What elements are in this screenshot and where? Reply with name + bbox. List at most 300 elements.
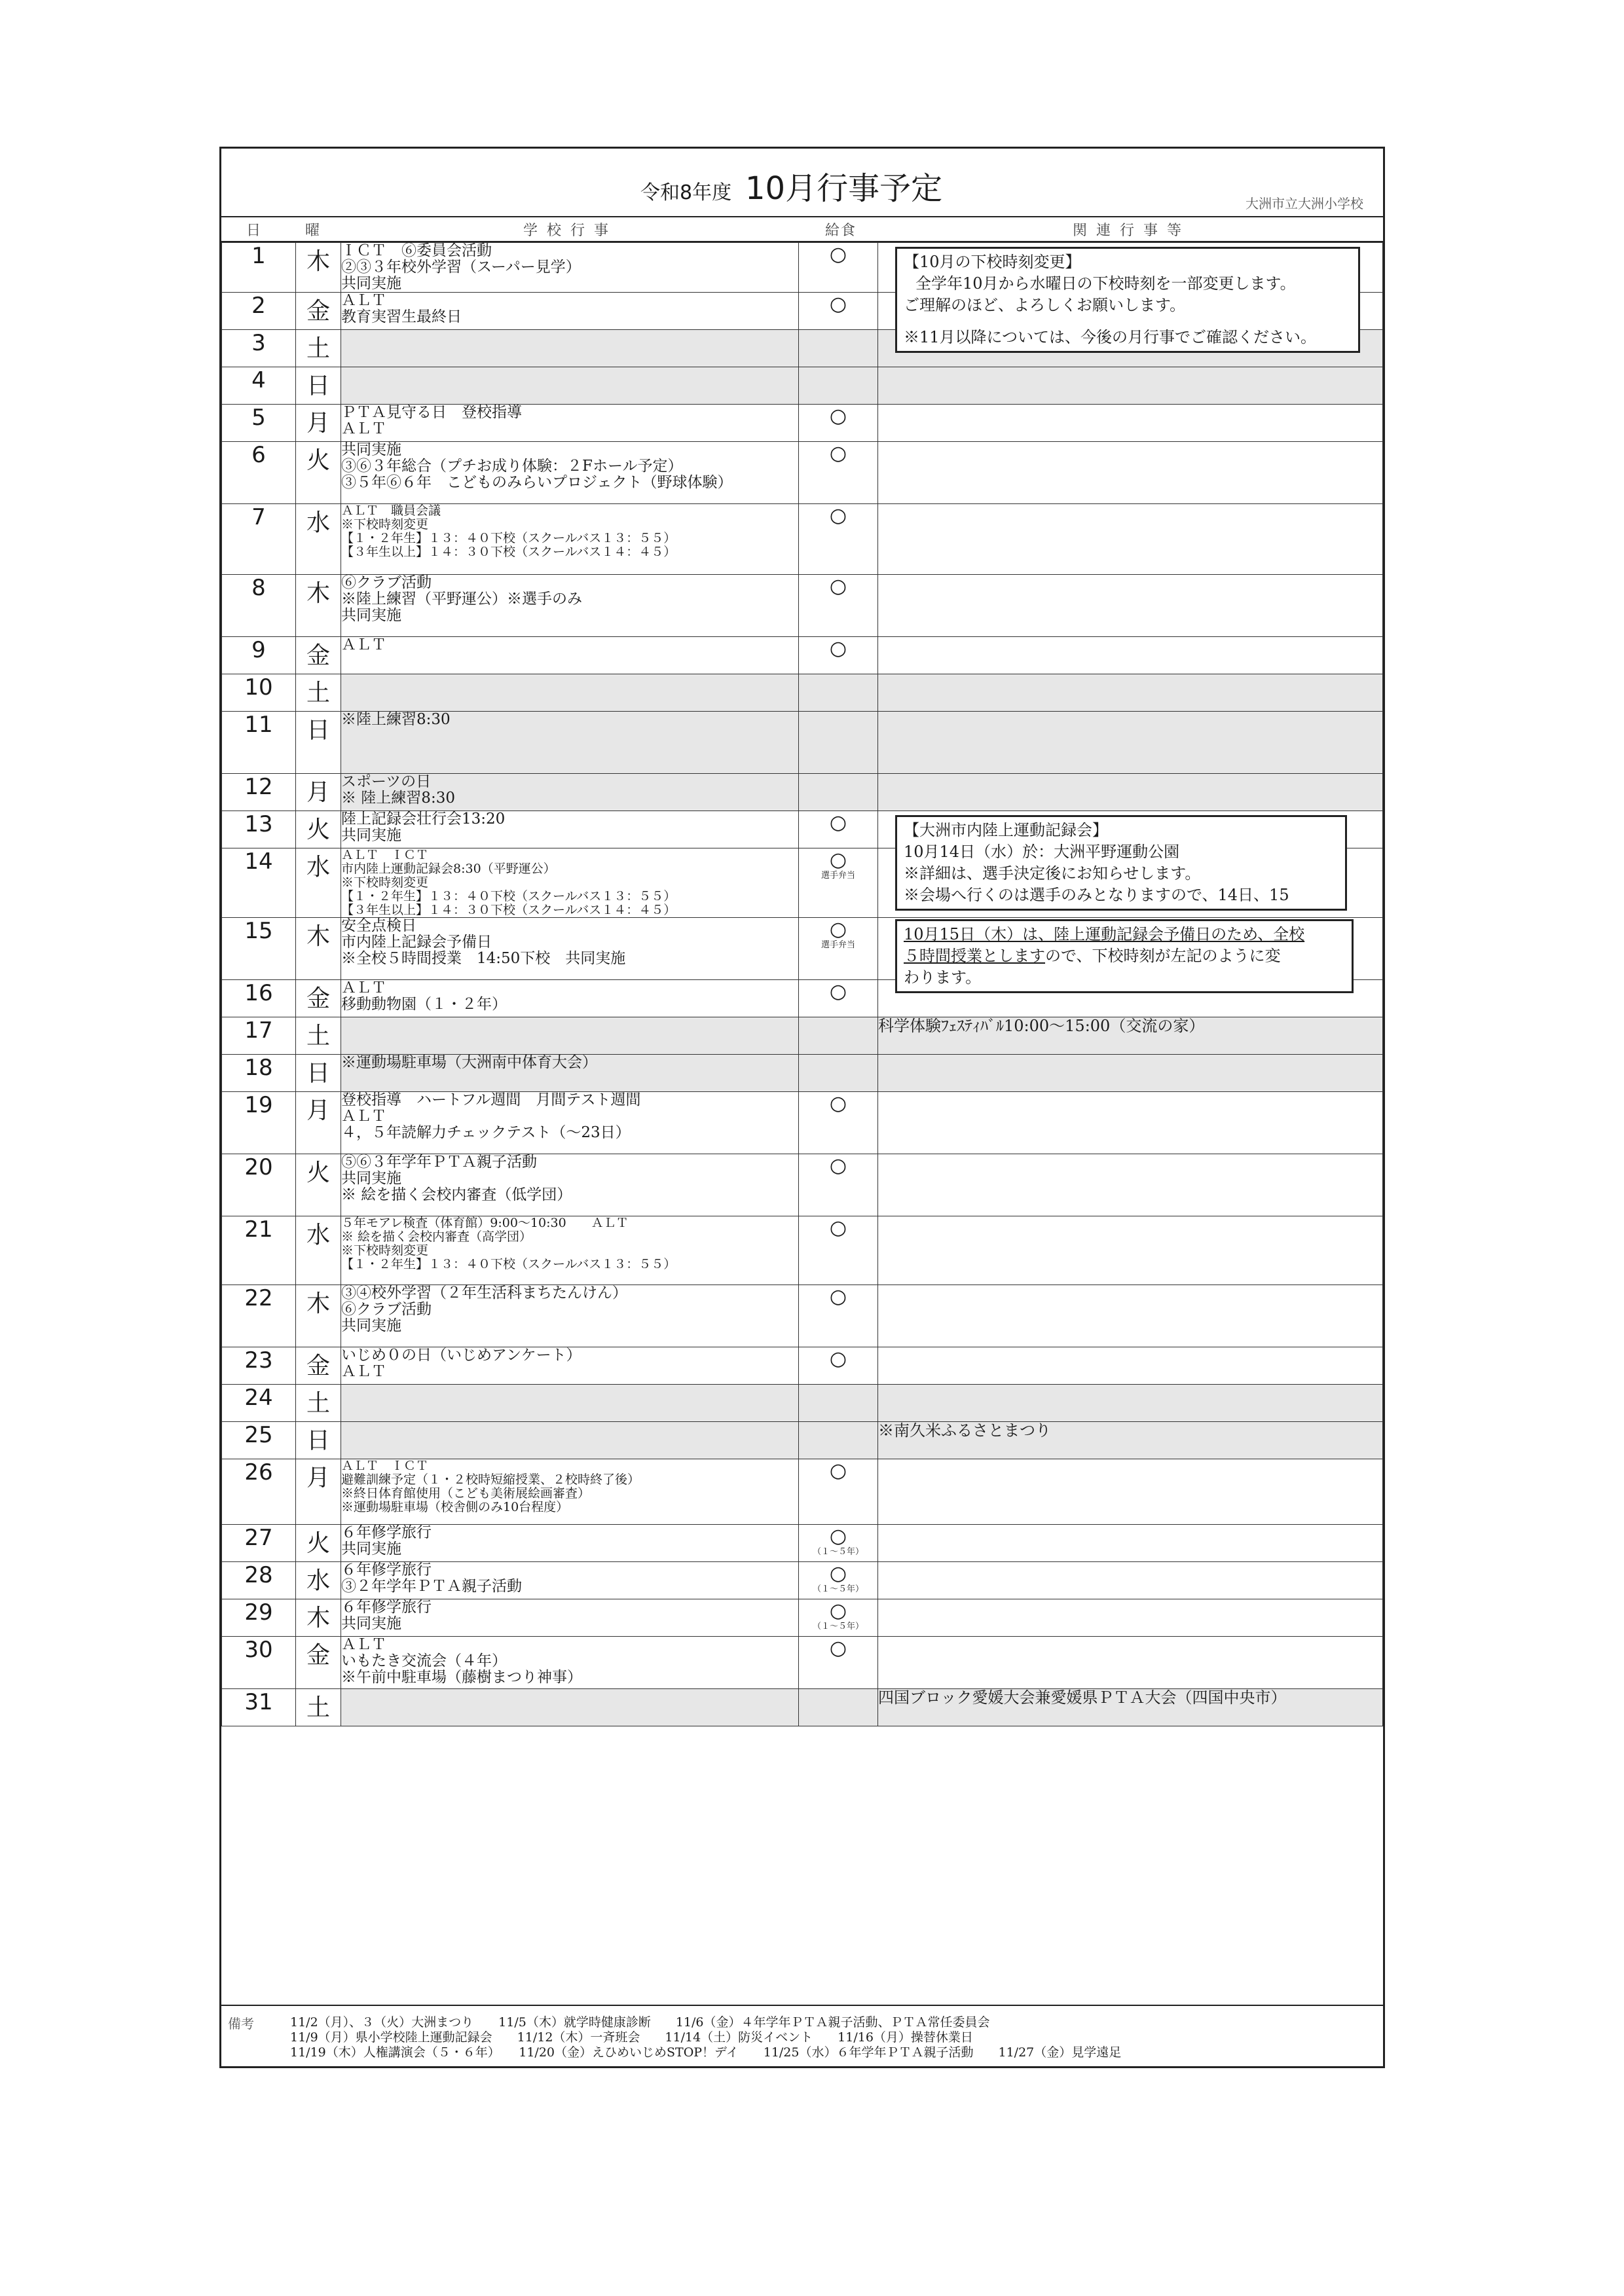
- lunch-mark: ○: [829, 405, 847, 428]
- weekday: 月: [296, 405, 341, 442]
- lunch-cell: [799, 637, 878, 674]
- calendar-table: [221, 242, 1383, 1726]
- day-row: [222, 637, 1383, 674]
- related-events: [878, 1599, 1383, 1637]
- event-line: ＡＬＴ ＩＣＴ: [341, 1459, 429, 1473]
- day-row: [222, 1285, 1383, 1347]
- day-row: [222, 405, 1383, 442]
- lunch-cell: [799, 243, 878, 293]
- event-line: ※全校５時間授業 14:50下校 共同実施: [341, 950, 626, 967]
- event-line: ＡＬＴ: [341, 420, 386, 437]
- footer-line: 11/9（月）県小学校陸上運動記録会 11/12（木）一斉班会 11/14（土）防災イベント 11/16（月）操替休業日: [290, 2030, 973, 2045]
- school-events: [341, 712, 799, 774]
- lunch-cell: [799, 1637, 878, 1689]
- lunch-cell: [799, 1154, 878, 1216]
- event-line: ※下校時刻変更: [341, 875, 429, 890]
- day-row: [222, 575, 1383, 637]
- day-number: 25: [222, 1422, 296, 1459]
- event-line: ＰＴＡ見守る日 登校指導: [341, 404, 522, 421]
- related-events: [878, 1092, 1383, 1154]
- day-number: 31: [222, 1689, 296, 1726]
- lunch-mark: ○: [829, 442, 847, 465]
- lunch-cell: [799, 1562, 878, 1599]
- notice-title: 【10月の下校時刻変更】: [904, 253, 1081, 271]
- footer-notes: [221, 2005, 1383, 2070]
- lunch-cell: [799, 1599, 878, 1637]
- day-number: 27: [222, 1525, 296, 1562]
- lunch-cell: [799, 918, 878, 980]
- weekday: 木: [296, 1285, 341, 1347]
- day-row: [222, 1385, 1383, 1422]
- weekday: 月: [296, 1459, 341, 1525]
- notice-oct15: [895, 919, 1354, 993]
- event-line: ⑤⑥３年学年ＰＴＡ親子活動: [341, 1154, 537, 1171]
- school-events: [341, 1347, 799, 1385]
- school-events: [341, 1459, 799, 1525]
- lunch-cell: [799, 442, 878, 504]
- lunch-mark: ○: [829, 848, 847, 871]
- lunch-cell: [799, 674, 878, 712]
- related-events: [878, 637, 1383, 674]
- day-row: [222, 674, 1383, 712]
- school-name: 大洲市立大洲小学校: [1246, 196, 1363, 211]
- notice-track-meet: [895, 815, 1347, 911]
- event-line: ※運動場駐車場（大洲南中体育大会）: [341, 1054, 597, 1071]
- lunch-cell: [799, 811, 878, 848]
- school-events: [341, 1154, 799, 1216]
- weekday: 土: [296, 1689, 341, 1726]
- weekday: 水: [296, 1216, 341, 1285]
- weekday: 水: [296, 504, 341, 575]
- lunch-note: 選手弁当: [821, 871, 855, 881]
- notice-line: 全学年10月から水曜日の下校時刻を一部変更します。: [915, 274, 1296, 293]
- related-events: [878, 1637, 1383, 1689]
- event-line: ※陸上練習（平野運公）※選手のみ: [341, 591, 582, 608]
- weekday: 日: [296, 712, 341, 774]
- lunch-mark: ○: [829, 1154, 847, 1177]
- event-line: 移動動物園（１・２年）: [341, 996, 507, 1013]
- lunch-mark: ○: [829, 1285, 847, 1308]
- event-line: ＡＬＴ: [341, 636, 386, 653]
- notice-line: ※会場へ行くのは選手のみとなりますので、14日、15: [904, 886, 1289, 904]
- weekday: 日: [296, 1422, 341, 1459]
- day-row: [222, 1637, 1383, 1689]
- weekday: 木: [296, 918, 341, 980]
- weekday: 木: [296, 1599, 341, 1637]
- day-row: [222, 1216, 1383, 1285]
- related-events: [878, 1285, 1383, 1347]
- lunch-mark: ○: [829, 243, 847, 266]
- lunch-mark: ○: [829, 1347, 847, 1370]
- event-line: ＡＬＴ: [341, 1363, 386, 1380]
- column-header-row: [221, 217, 1383, 242]
- school-events: [341, 1562, 799, 1599]
- lunch-cell: [799, 1055, 878, 1092]
- event-line: ※ 絵を描く会校内審査（低学団）: [341, 1186, 572, 1203]
- weekday: 月: [296, 774, 341, 811]
- day-number: 9: [222, 637, 296, 674]
- lunch-cell: [799, 1347, 878, 1385]
- day-number: 5: [222, 405, 296, 442]
- day-row: [222, 1599, 1383, 1637]
- day-row: [222, 1055, 1383, 1092]
- day-row: [222, 367, 1383, 405]
- event-line: 【３年生以上】１４：３０下校（スクールバス１４：４５）: [341, 903, 676, 917]
- related-events: [878, 1525, 1383, 1562]
- lunch-cell: [799, 1525, 878, 1562]
- lunch-cell: [799, 293, 878, 330]
- lunch-cell: [799, 774, 878, 811]
- weekday: 土: [296, 330, 341, 367]
- weekday: 金: [296, 980, 341, 1017]
- school-events: [341, 674, 799, 712]
- lunch-cell: [799, 1285, 878, 1347]
- event-line: ６年修学旅行: [341, 1524, 432, 1541]
- day-number: 22: [222, 1285, 296, 1347]
- event-line: ＡＬＴ: [341, 979, 386, 996]
- event-line: 登校指導 ハートフル週間 月間テスト週間: [341, 1091, 641, 1108]
- related-events: [878, 1216, 1383, 1285]
- day-row: [222, 1154, 1383, 1216]
- event-line: 共同実施: [341, 1615, 401, 1632]
- day-row: [222, 1525, 1383, 1562]
- day-number: 7: [222, 504, 296, 575]
- related-events: [878, 1562, 1383, 1599]
- event-line: 避難訓練予定（１・２校時短縮授業、２校時終了後）: [341, 1472, 640, 1487]
- event-line: 市内陸上運動記録会8:30（平野運公）: [341, 862, 556, 876]
- weekday: 木: [296, 243, 341, 293]
- day-number: 13: [222, 811, 296, 848]
- notice-underlined: 10月15日（木）は、陸上運動記録会予備日のため、全校: [904, 925, 1305, 943]
- event-line: 市内陸上記録会予備日: [341, 934, 492, 951]
- weekday: 水: [296, 848, 341, 918]
- footer-line: 11/2（月）、３（火）大洲まつり 11/5（木）就学時健康診断 11/6（金）４年学年ＰＴＡ親子活動、ＰＴＡ常任委員会: [290, 2015, 990, 2030]
- weekday: 月: [296, 1092, 341, 1154]
- event-line: ６年修学旅行: [341, 1599, 432, 1616]
- day-number: 17: [222, 1017, 296, 1055]
- lunch-cell: [799, 1092, 878, 1154]
- school-events: [341, 1599, 799, 1637]
- lunch-cell: [799, 504, 878, 575]
- school-events: [341, 575, 799, 637]
- day-number: 29: [222, 1599, 296, 1637]
- related-events: [878, 1689, 1383, 1726]
- lunch-cell: [799, 1017, 878, 1055]
- day-number: 8: [222, 575, 296, 637]
- related-events: [878, 504, 1383, 575]
- event-line: ＩＣＴ ⑥委員会活動: [341, 242, 492, 259]
- notice-line: [904, 316, 1352, 327]
- event-line: ＡＬＴ: [341, 1636, 386, 1653]
- event-line: 【１・２年生】１３：４０下校（スクールバス１３：５５）: [341, 1257, 676, 1271]
- event-line: いもたき交流会（４年）: [341, 1652, 507, 1669]
- school-events: [341, 980, 799, 1017]
- school-events: [341, 811, 799, 848]
- event-line: ※終日体育館使用（こども美術展絵画審査）: [341, 1486, 591, 1501]
- related-science-festival: 科学体験ﾌｪｽﾃｨﾊﾞﾙ10:00〜15:00（交流の家）: [878, 1017, 1205, 1035]
- related-events: [878, 367, 1383, 405]
- event-line: ③④校外学習（２年生活科まちたんけん）: [341, 1285, 627, 1302]
- lunch-cell: [799, 405, 878, 442]
- lunch-cell: [799, 1422, 878, 1459]
- school-events: [341, 1422, 799, 1459]
- event-line: 【３年生以上】１４：３０下校（スクールバス１４：４５）: [341, 545, 676, 559]
- school-events: [341, 1689, 799, 1726]
- event-line: ※陸上練習8:30: [341, 711, 451, 728]
- event-line: 共同実施: [341, 607, 401, 624]
- school-events: [341, 1637, 799, 1689]
- day-row: [222, 1092, 1383, 1154]
- day-number: 1: [222, 243, 296, 293]
- lunch-mark: ○: [829, 1216, 847, 1239]
- notice-line: [904, 945, 1345, 967]
- related-events: [878, 243, 1383, 346]
- weekday: 火: [296, 1154, 341, 1216]
- lunch-note: （１〜５年）: [812, 1547, 864, 1557]
- weekday: 金: [296, 1347, 341, 1385]
- weekday: 木: [296, 575, 341, 637]
- notice-line: ※詳細は、選手決定後にお知らせします。: [904, 864, 1201, 883]
- school-events: [341, 1385, 799, 1422]
- day-number: 28: [222, 1562, 296, 1599]
- fiscal-year: 令和8年度: [640, 181, 732, 204]
- event-line: ⑥クラブ活動: [341, 574, 432, 591]
- notice-title: 【大洲市内陸上運動記録会】: [904, 821, 1108, 839]
- related-events: [878, 1017, 1383, 1055]
- day-number: 6: [222, 442, 296, 504]
- lunch-mark: ○: [829, 980, 847, 1003]
- lunch-mark: ○: [829, 1637, 847, 1660]
- day-row: [222, 1422, 1383, 1459]
- school-events: [341, 637, 799, 674]
- school-events: [341, 1285, 799, 1347]
- related-events: [878, 811, 1383, 904]
- weekday: 金: [296, 637, 341, 674]
- lunch-cell: [799, 712, 878, 774]
- school-events: [341, 405, 799, 442]
- day-number: 15: [222, 918, 296, 980]
- school-events: [341, 1017, 799, 1055]
- weekday: 火: [296, 811, 341, 848]
- related-events: [878, 918, 1383, 987]
- event-line: ＡＬＴ: [341, 292, 386, 309]
- day-row: [222, 811, 1383, 848]
- weekday: 日: [296, 1055, 341, 1092]
- col-header-weekday: 曜: [304, 222, 329, 239]
- event-line: ※下校時刻変更: [341, 517, 429, 532]
- related-events: [878, 1154, 1383, 1216]
- lunch-cell: [799, 575, 878, 637]
- lunch-mark: ○: [829, 1459, 847, 1482]
- footer-line: 11/19（木）人権講演会（５・６年） 11/20（金）えひめいじめSTOP！デイ 11/25（水）６年学年ＰＴＡ親子活動 11/27（金）見学遠足: [290, 2045, 1122, 2060]
- col-header-lunch: 給食: [824, 222, 857, 239]
- lunch-mark: ○: [829, 1525, 847, 1548]
- lunch-mark: ○: [829, 811, 847, 834]
- lunch-cell: [799, 1216, 878, 1285]
- day-number: 20: [222, 1154, 296, 1216]
- weekday: 金: [296, 293, 341, 330]
- lunch-cell: [799, 1459, 878, 1525]
- event-line: ＡＬＴ 職員会議: [341, 503, 441, 518]
- lunch-cell: [799, 367, 878, 405]
- event-line: 共同実施: [341, 1540, 401, 1558]
- event-line: ③５年⑥６年 こどものみらいプロジェクト（野球体験）: [341, 474, 733, 491]
- day-number: 19: [222, 1092, 296, 1154]
- event-line: ※運動場駐車場（校舎側のみ10台程度）: [341, 1500, 569, 1514]
- notice-line: [904, 924, 1345, 945]
- lunch-mark: ○: [829, 918, 847, 941]
- event-line: 【１・２年生】１３：４０下校（スクールバス１３：５５）: [341, 531, 676, 545]
- school-events: [341, 774, 799, 811]
- lunch-cell: [799, 1689, 878, 1726]
- event-line: 【１・２年生】１３：４０下校（スクールバス１３：５５）: [341, 889, 676, 903]
- day-row: [222, 712, 1383, 774]
- event-line: ※下校時刻変更: [341, 1243, 429, 1258]
- lunch-note: （１〜５年）: [812, 1584, 864, 1594]
- event-line: ＡＬＴ ＩＣＴ: [341, 848, 429, 862]
- lunch-cell: [799, 1385, 878, 1422]
- notice-line: ※11月以降については、今後の月行事でご確認ください。: [904, 328, 1317, 346]
- day-row: [222, 243, 1383, 293]
- day-number: 10: [222, 674, 296, 712]
- notice-line: 10月14日（水）於：大洲平野運動公園: [904, 843, 1180, 861]
- event-line: ５年モアレ検査（体育館）9:00〜10:30 ＡＬＴ: [341, 1216, 629, 1230]
- day-row: [222, 504, 1383, 575]
- day-number: 12: [222, 774, 296, 811]
- day-number: 4: [222, 367, 296, 405]
- event-line: いじめ０の日（いじめアンケート）: [341, 1347, 581, 1364]
- weekday: 火: [296, 442, 341, 504]
- day-number: 16: [222, 980, 296, 1017]
- weekday: 日: [296, 367, 341, 405]
- school-events: [341, 918, 799, 980]
- notice-line: わります。: [904, 968, 982, 987]
- col-header-day: 日: [246, 222, 270, 239]
- page-title: 10月行事予定: [745, 170, 943, 207]
- lunch-mark: ○: [829, 637, 847, 660]
- lunch-cell: [799, 330, 878, 367]
- event-line: ③２年学年ＰＴＡ親子活動: [341, 1578, 522, 1595]
- event-line: ⑥クラブ活動: [341, 1301, 432, 1318]
- event-line: 共同実施: [341, 441, 401, 458]
- related-events: [878, 674, 1383, 712]
- event-line: ４，５年読解力チェックテスト（〜23日）: [341, 1124, 631, 1141]
- weekday: 土: [296, 1017, 341, 1055]
- schedule-sheet: [219, 147, 1385, 2068]
- event-line: ②③３年校外学習（スーパー見学）: [341, 259, 581, 276]
- weekday: 土: [296, 674, 341, 712]
- day-number: 24: [222, 1385, 296, 1422]
- event-line: ※ 陸上練習8:30: [341, 790, 455, 807]
- event-line: ＡＬＴ: [341, 1108, 386, 1125]
- weekday: 水: [296, 1562, 341, 1599]
- title-row: [221, 149, 1383, 217]
- related-events: [878, 1459, 1383, 1525]
- lunch-note: （１〜５年）: [812, 1622, 864, 1631]
- event-line: 共同実施: [341, 275, 401, 292]
- lunch-mark: ○: [829, 1599, 847, 1622]
- lunch-mark: ○: [829, 1562, 847, 1585]
- related-events: [878, 1347, 1383, 1385]
- related-events: [878, 1055, 1383, 1092]
- notice-underlined: ５時間授業とします: [904, 947, 1045, 965]
- lunch-mark: ○: [829, 293, 847, 316]
- event-line: ※午前中駐車場（藤樹まつり神事）: [341, 1669, 582, 1686]
- event-line: 共同実施: [341, 1317, 401, 1334]
- event-line: ６年修学旅行: [341, 1561, 432, 1578]
- day-number: 11: [222, 712, 296, 774]
- weekday: 金: [296, 1637, 341, 1689]
- day-row: [222, 1689, 1383, 1726]
- weekday: 土: [296, 1385, 341, 1422]
- day-row: [222, 918, 1383, 980]
- related-events: [878, 1385, 1383, 1422]
- school-events: [341, 243, 799, 293]
- school-events: [341, 442, 799, 504]
- lunch-cell: [799, 848, 878, 918]
- school-events: [341, 1216, 799, 1285]
- lunch-cell: [799, 980, 878, 1017]
- day-number: 3: [222, 330, 296, 367]
- lunch-mark: ○: [829, 1092, 847, 1115]
- day-number: 26: [222, 1459, 296, 1525]
- day-number: 23: [222, 1347, 296, 1385]
- school-events: [341, 504, 799, 575]
- day-row: [222, 1347, 1383, 1385]
- event-line: 安全点検日: [341, 917, 416, 934]
- school-events: [341, 367, 799, 405]
- related-events: [878, 575, 1383, 637]
- day-row: [222, 1459, 1383, 1525]
- notice-dismissal-change: [895, 247, 1360, 353]
- lunch-note: 選手弁当: [821, 940, 855, 950]
- school-events: [341, 848, 799, 918]
- day-number: 21: [222, 1216, 296, 1285]
- day-row: [222, 774, 1383, 811]
- related-events: [878, 712, 1383, 774]
- day-row: [222, 1017, 1383, 1055]
- weekday: 火: [296, 1525, 341, 1562]
- school-events: [341, 330, 799, 367]
- footer-label: 備考: [228, 2016, 254, 2032]
- lunch-mark: ○: [829, 504, 847, 527]
- lunch-mark: ○: [829, 575, 847, 598]
- col-header-events: 学校行事: [523, 222, 618, 239]
- notice-text: ので、下校時刻が左記のように変: [1045, 947, 1281, 965]
- school-events: [341, 293, 799, 330]
- col-header-related: 関連行事等: [1072, 222, 1190, 239]
- day-number: 14: [222, 848, 296, 918]
- day-number: 18: [222, 1055, 296, 1092]
- event-line: 教育実習生最終日: [341, 308, 462, 325]
- school-events: [341, 1055, 799, 1092]
- related-events: [878, 405, 1383, 442]
- day-row: [222, 1562, 1383, 1599]
- event-line: 陸上記録会壮行会13:20: [341, 811, 506, 828]
- school-events: [341, 1092, 799, 1154]
- event-line: 共同実施: [341, 827, 401, 844]
- day-number: 2: [222, 293, 296, 330]
- related-events: [878, 1422, 1383, 1459]
- notice-line: ご理解のほど、よろしくお願いします。: [904, 296, 1186, 314]
- event-line: 共同実施: [341, 1170, 401, 1187]
- event-line: ③⑥３年総合（プチお成り体験：２Fホール予定）: [341, 458, 683, 475]
- day-row: [222, 442, 1383, 504]
- related-festival: ※南久米ふるさとまつり: [878, 1421, 1051, 1440]
- related-events: [878, 442, 1383, 504]
- day-number: 30: [222, 1637, 296, 1689]
- related-pta-convention: 四国ブロック愛媛大会兼愛媛県ＰＴＡ大会（四国中央市）: [878, 1688, 1287, 1707]
